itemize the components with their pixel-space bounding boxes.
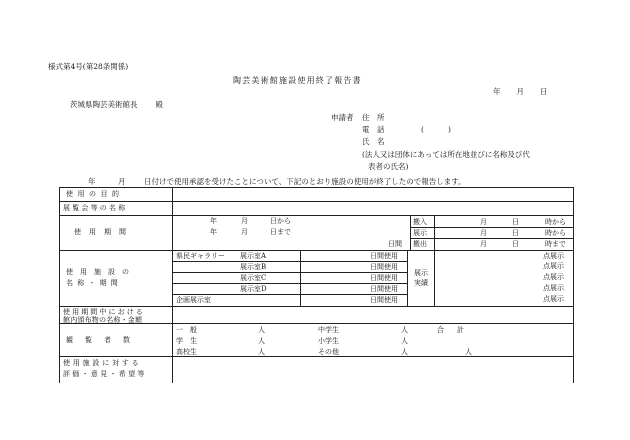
facility-label-line2: 名称・期間: [66, 279, 122, 287]
move-out-day: 日: [512, 240, 519, 248]
room-a: 展示室A: [240, 252, 267, 260]
report-date: [493, 88, 548, 96]
from-month: 月: [241, 217, 248, 225]
addressee-name: 茨城県陶芸美術館長: [70, 100, 138, 109]
visitors-label: 観覧者数: [66, 336, 142, 344]
room-b: 展示室B: [240, 263, 267, 271]
unit-highschool: 人: [258, 348, 265, 356]
room-b-days: 日間使用: [370, 263, 398, 271]
addressee: [70, 101, 163, 109]
from-day: 日から: [270, 217, 291, 225]
unit-middle: 人: [401, 326, 408, 334]
date-month: 月: [516, 87, 524, 96]
display-time: 時から: [545, 229, 566, 237]
feedback-label-line2: 評価・意見・希望等: [63, 370, 147, 378]
name-label: 氏 名: [362, 137, 385, 146]
date-day: 日: [540, 87, 548, 96]
visitor-general: 一 般: [176, 326, 197, 334]
address-label: 住 所: [362, 113, 385, 122]
move-in-label: 搬入: [413, 218, 427, 226]
visitor-middle: 中学生: [318, 326, 339, 334]
applicant-note-line2: 表者の氏名): [368, 162, 409, 171]
phone-paren-open: (: [421, 125, 424, 134]
distribution-label-line2: 館内頒布物の名称・金額: [63, 316, 143, 324]
intro-text: 日付けで使用承認を受けたことについて、下記のとおり施設の使用が終了したので報告します。: [144, 177, 466, 186]
display-label: 展示: [413, 229, 427, 237]
move-in-month: 月: [480, 218, 487, 226]
room-c: 展示室C: [240, 274, 267, 282]
move-out-month: 月: [480, 240, 487, 248]
planning-room: 企画展示室: [176, 296, 211, 304]
gallery-label: 県民ギャラリー: [176, 252, 225, 260]
visitor-elementary: 小学生: [318, 337, 339, 345]
unit-general: 人: [258, 326, 265, 334]
intro-sentence: [88, 178, 466, 186]
intro-year: 年: [88, 177, 96, 186]
facility-label-line1: 使用施設の: [66, 268, 136, 276]
display-result-label-1: 展示: [414, 269, 428, 277]
unit-university: 人: [258, 337, 265, 345]
visitor-total: 合 計: [437, 326, 467, 334]
move-out-time: 時まで: [545, 240, 566, 248]
applicant-label: 申請者: [331, 113, 354, 122]
applicant-note-line1: (法人又は団体にあっては所在地並びに名称及び代: [362, 150, 530, 159]
room-d: 展示室D: [240, 285, 267, 293]
period-label: 使用期間: [74, 228, 134, 236]
from-year: 年: [210, 217, 217, 225]
phone-paren-close: ): [448, 125, 451, 134]
unit-other: 人: [401, 348, 408, 356]
planning-room-days: 日間使用: [370, 296, 398, 304]
move-in-time: 時から: [545, 218, 566, 226]
move-in-day: 日: [512, 218, 519, 226]
unit-elementary: 人: [401, 337, 408, 345]
honorific: 殿: [155, 100, 163, 109]
display-result-label-2: 実績: [414, 279, 428, 287]
purpose-label: 使用の目的: [66, 190, 124, 198]
to-day: 日まで: [270, 228, 291, 236]
display-count-3: 点展示: [543, 273, 564, 281]
form-number: 様式第4号(第28条関係): [48, 62, 129, 71]
distribution-label-line1: 使用期間中における: [63, 308, 145, 316]
room-c-days: 日間使用: [370, 274, 398, 282]
event-name-label: 展覧会等の名称: [63, 204, 128, 212]
phone-label: 電 話: [362, 125, 385, 134]
room-a-days: 日間使用: [370, 252, 398, 260]
display-count-1: 点展示: [543, 252, 564, 260]
period-days: 日間: [388, 240, 402, 248]
feedback-label-line1: 使用施設に対する: [63, 359, 142, 367]
report-form-table: [59, 187, 574, 383]
visitor-university: 学 生: [176, 337, 197, 345]
unit-total: 人: [465, 348, 472, 356]
date-year: 年: [493, 87, 501, 96]
visitor-other: その他: [318, 348, 339, 356]
display-count-5: 点展示: [543, 295, 564, 303]
room-d-days: 日間使用: [370, 285, 398, 293]
display-month: 月: [480, 229, 487, 237]
move-out-label: 搬出: [413, 240, 427, 248]
to-month: 月: [241, 228, 248, 236]
document-title: 陶芸美術館施設使用終了報告書: [233, 76, 362, 85]
display-count-4: 点展示: [543, 284, 564, 292]
display-count-2: 点展示: [543, 262, 564, 270]
display-day: 日: [512, 229, 519, 237]
to-year: 年: [210, 228, 217, 236]
intro-month: 月: [118, 177, 126, 186]
visitor-highschool: 高校生: [176, 348, 197, 356]
